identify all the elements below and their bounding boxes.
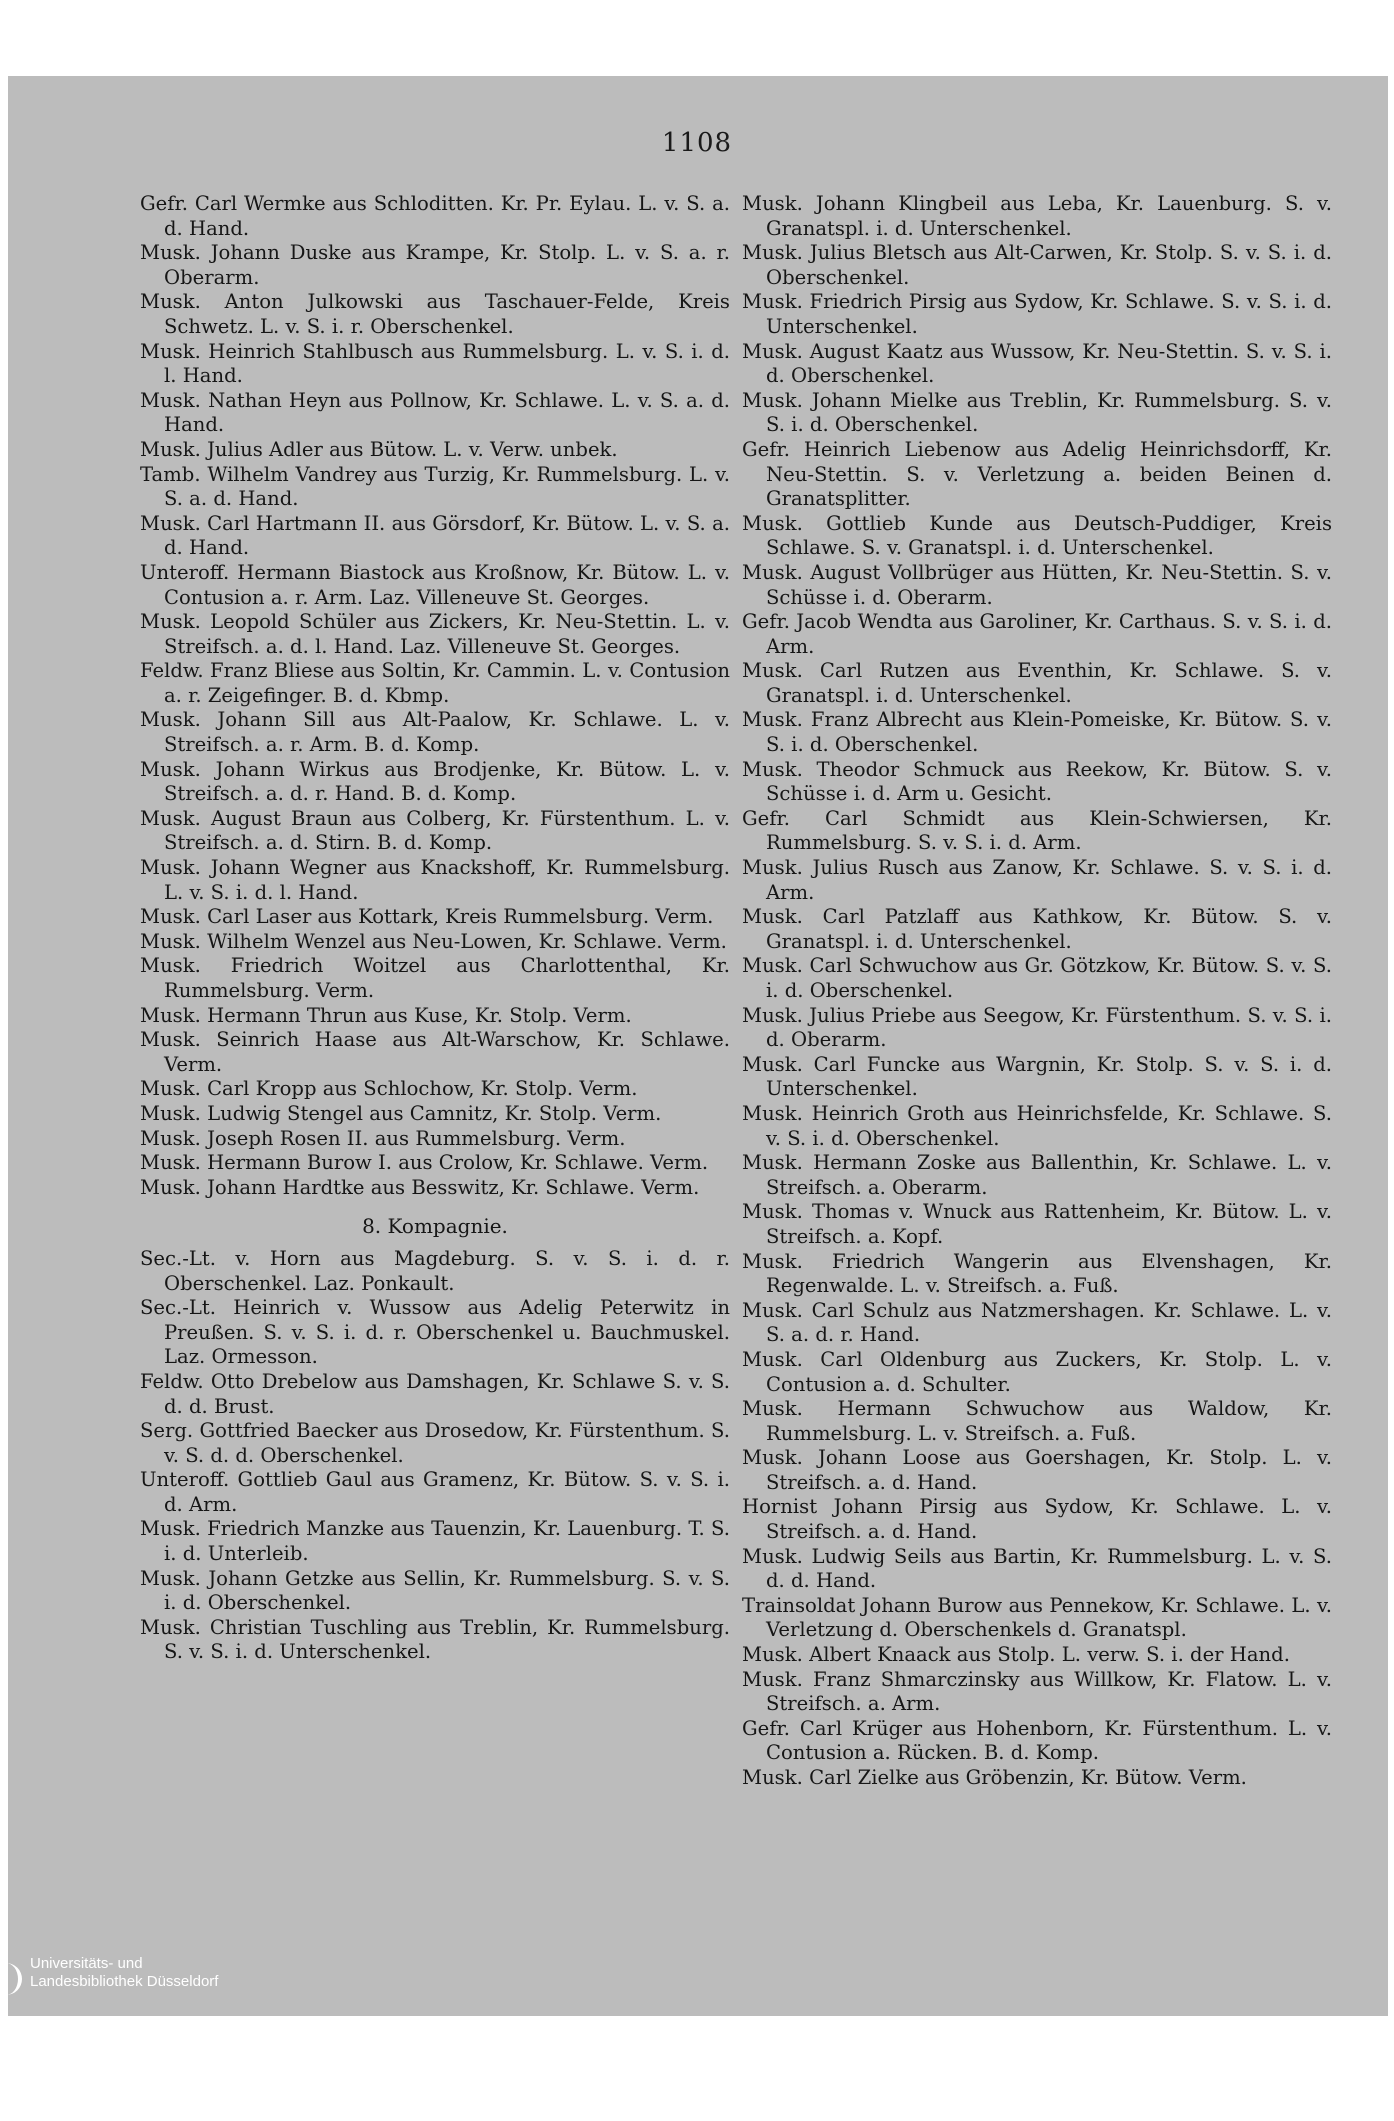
casualty-entry: Sec.-Lt. v. Horn aus Magdeburg. S. v. S. i. d. r. Oberschenkel. Laz. Ponkault.	[140, 1246, 730, 1295]
casualty-entry: Musk. Johann Klingbeil aus Leba, Kr. Lauenburg. S. v. Granatspl. i. d. Unterschenkel.	[742, 192, 1332, 240]
casualty-entry: Musk. Johann Getzke aus Sellin, Kr. Rummelsburg. S. v. S. i. d. Oberschenkel.	[140, 1566, 730, 1615]
casualty-entry: Musk. Christian Tuschling aus Treblin, Kr. Rummelsburg. S. v. S. i. d. Unterschenkel.	[140, 1615, 730, 1664]
section-heading: 8. Kompagnie.	[362, 1214, 508, 1239]
casualty-entry: Musk. Johann Wirkus aus Brodjenke, Kr. Bütow. L. v. Streifsch. a. d. r. Hand. B. d. Komp.	[140, 757, 730, 806]
left-entries-after	[140, 1247, 730, 1665]
casualty-entry: Musk. August Kaatz aus Wussow, Kr. Neu-Stettin. S. v. S. i. d. Oberschenkel.	[742, 339, 1332, 388]
casualty-entry: Gefr. Carl Schmidt aus Klein-Schwiersen, Kr. Rummelsburg. S. v. S. i. d. Arm.	[742, 806, 1332, 855]
casualty-entry: Hornist Johann Pirsig aus Sydow, Kr. Schlawe. L. v. Streifsch. a. d. Hand.	[742, 1495, 1332, 1544]
casualty-entry: Musk. Ludwig Stengel aus Camnitz, Kr. Stolp. Verm.	[140, 1101, 662, 1125]
casualty-entry: Gefr. Jacob Wendta aus Garoliner, Kr. Carthaus. S. v. S. i. d. Arm.	[742, 610, 1332, 658]
casualty-entry: Unteroff. Gottlieb Gaul aus Gramenz, Kr. Bütow. S. v. S. i. d. Arm.	[140, 1468, 730, 1516]
casualty-entry: Musk. August Vollbrüger aus Hütten, Kr. Neu-Stettin. S. v. Schüsse i. d. Oberarm.	[742, 560, 1332, 609]
casualty-entry: Musk. Hermann Schwuchow aus Waldow, Kr. Rummelsburg. L. v. Streifsch. a. Fuß.	[742, 1397, 1332, 1445]
library-footer	[0, 1955, 230, 2003]
casualty-entry: Musk. Johann Loose aus Goershagen, Kr. Stolp. L. v. Streifsch. a. d. Hand.	[742, 1446, 1332, 1494]
casualty-entry: Serg. Gottfried Baecker aus Drosedow, Kr. Fürstenthum. S. v. S. d. d. Oberschenkel.	[140, 1419, 730, 1467]
casualty-entry: Gefr. Carl Krüger aus Hohenborn, Kr. Fürstenthum. L. v. Contusion a. Rücken. B. d. Komp.	[742, 1716, 1332, 1765]
library-name-line-1: Universitäts- und	[30, 1955, 143, 1972]
casualty-entry: Musk. Johann Mielke aus Treblin, Kr. Rummelsburg. S. v. S. i. d. Oberschenkel.	[742, 388, 1332, 437]
casualty-entry: Musk. Carl Funcke aus Wargnin, Kr. Stolp. S. v. S. i. d. Unterschenkel.	[742, 1052, 1332, 1101]
library-name-line-2: Landesbibliothek Düsseldorf	[30, 1973, 219, 1990]
casualty-entry: Musk. Theodor Schmuck aus Reekow, Kr. Bütow. S. v. Schüsse i. d. Arm u. Gesicht.	[742, 757, 1332, 806]
casualty-entry: Musk. Friedrich Woitzel aus Charlottenthal, Kr. Rummelsburg. Verm.	[140, 954, 730, 1002]
casualty-entry: Musk. Albert Knaack aus Stolp. L. verw. S. i. der Hand.	[742, 1643, 1290, 1667]
casualty-entry: Musk. Julius Priebe aus Seegow, Kr. Fürstenthum. S. v. S. i. d. Oberarm.	[742, 1003, 1332, 1052]
casualty-entry: Musk. Hermann Thrun aus Kuse, Kr. Stolp. Verm.	[140, 1003, 632, 1027]
casualty-entry: Musk. Hermann Zoske aus Ballenthin, Kr. Schlawe. L. v. Streifsch. a. Oberarm.	[742, 1151, 1332, 1199]
casualty-entry: Musk. Friedrich Pirsig aus Sydow, Kr. Schlawe. S. v. S. i. d. Unterschenkel.	[742, 290, 1332, 338]
casualty-entry: Musk. Carl Laser aus Kottark, Kreis Rummelsburg. Verm.	[140, 905, 714, 929]
casualty-entry: Musk. Julius Adler aus Bütow. L. v. Verw. unbek.	[140, 437, 618, 461]
library-logo-icon	[0, 1961, 28, 1997]
casualty-entry: Musk. Heinrich Groth aus Heinrichsfelde, Kr. Schlawe. S. v. S. i. d. Oberschenkel.	[742, 1101, 1332, 1150]
casualty-entry: Musk. Johann Duske aus Krampe, Kr. Stolp. L. v. S. a. r. Oberarm.	[140, 241, 730, 289]
right-entries	[742, 192, 1332, 1791]
casualty-entry: Musk. Julius Bletsch aus Alt-Carwen, Kr. Stolp. S. v. S. i. d. Oberschenkel.	[742, 241, 1332, 289]
casualty-entry: Musk. Hermann Burow I. aus Crolow, Kr. Schlawe. Verm.	[140, 1151, 709, 1175]
casualty-entry: Musk. Carl Oldenburg aus Zuckers, Kr. Stolp. L. v. Contusion a. d. Schulter.	[742, 1347, 1332, 1396]
left-column	[140, 192, 730, 1665]
casualty-entry: Musk. Joseph Rosen II. aus Rummelsburg. Verm.	[140, 1126, 626, 1150]
page-number: 1108	[661, 128, 733, 158]
casualty-entry: Trainsoldat Johann Burow aus Pennekow, Kr. Schlawe. L. v. Verletzung d. Oberschenkels d. Granatspl.	[742, 1593, 1332, 1642]
casualty-entry: Musk. Seinrich Haase aus Alt-Warschow, Kr. Schlawe. Verm.	[140, 1028, 730, 1076]
casualty-entry: Unteroff. Hermann Biastock aus Kroßnow, Kr. Bütow. L. v. Contusion a. r. Arm. Laz. Villeneuve St. Georges.	[140, 560, 730, 609]
casualty-entry: Musk. Gottlieb Kunde aus Deutsch-Puddiger, Kreis Schlawe. S. v. Granatspl. i. d. Unterschenkel.	[742, 511, 1332, 560]
casualty-entry: Musk. Ludwig Seils aus Bartin, Kr. Rummelsburg. L. v. S. d. d. Hand.	[742, 1544, 1332, 1593]
casualty-entry: Musk. Carl Patzlaff aus Kathkow, Kr. Bütow. S. v. Granatspl. i. d. Unterschenkel.	[742, 905, 1332, 953]
right-column	[742, 192, 1332, 1791]
casualty-entry: Musk. Johann Hardtke aus Besswitz, Kr. Schlawe. Verm.	[140, 1175, 700, 1199]
casualty-entry: Musk. Wilhelm Wenzel aus Neu-Lowen, Kr. Schlawe. Verm.	[140, 929, 727, 953]
casualty-entry: Musk. Carl Zielke aus Gröbenzin, Kr. Bütow. Verm.	[742, 1766, 1247, 1789]
casualty-entry: Musk. Carl Rutzen aus Eventhin, Kr. Schlawe. S. v. Granatspl. i. d. Unterschenkel.	[742, 659, 1332, 707]
casualty-entry: Gefr. Heinrich Liebenow aus Adelig Heinrichsdorff, Kr. Neu-Stettin. S. v. Verletzung a. beiden Beinen d. Granatsplitter.	[742, 437, 1332, 511]
casualty-entry: Musk. Thomas v. Wnuck aus Rattenheim, Kr. Bütow. L. v. Streifsch. a. Kopf.	[742, 1200, 1332, 1248]
casualty-entry: Musk. Franz Shmarczinsky aus Willkow, Kr. Flatow. L. v. Streifsch. a. Arm.	[742, 1667, 1332, 1716]
casualty-entry: Tamb. Wilhelm Vandrey aus Turzig, Kr. Rummelsburg. L. v. S. a. d. Hand.	[140, 462, 730, 511]
casualty-entry: Feldw. Otto Drebelow aus Damshagen, Kr. Schlawe S. v. S. d. d. Brust.	[140, 1369, 730, 1418]
casualty-entry: Musk. Carl Schwuchow aus Gr. Götzkow, Kr. Bütow. S. v. S. i. d. Oberschenkel.	[742, 954, 1332, 1002]
casualty-entry: Musk. Johann Sill aus Alt-Paalow, Kr. Schlawe. L. v. Streifsch. a. r. Arm. B. d. Komp.	[140, 708, 730, 757]
left-entries	[140, 192, 730, 1200]
casualty-entry: Musk. Franz Albrecht aus Klein-Pomeiske, Kr. Bütow. S. v. S. i. d. Oberschenkel.	[742, 708, 1332, 757]
casualty-entry: Musk. Carl Kropp aus Schlochow, Kr. Stolp. Verm.	[140, 1077, 638, 1101]
casualty-entry: Feldw. Franz Bliese aus Soltin, Kr. Cammin. L. v. Contusion a. r. Zeigefinger. B. d. Kbmp.	[140, 659, 730, 707]
casualty-entry: Musk. Heinrich Stahlbusch aus Rummelsburg. L. v. S. i. d. l. Hand.	[140, 339, 730, 388]
casualty-entry: Musk. Friedrich Wangerin aus Elvenshagen, Kr. Regenwalde. L. v. Streifsch. a. Fuß.	[742, 1249, 1332, 1298]
casualty-entry: Gefr. Carl Wermke aus Schloditten. Kr. Pr. Eylau. L. v. S. a. d. Hand.	[140, 192, 730, 240]
casualty-entry: Musk. Nathan Heyn aus Pollnow, Kr. Schlawe. L. v. S. a. d. Hand.	[140, 388, 730, 437]
casualty-entry: Musk. August Braun aus Colberg, Kr. Fürstenthum. L. v. Streifsch. a. d. Stirn. B. d. Komp.	[140, 806, 730, 855]
casualty-entry: Musk. Johann Wegner aus Knackshoff, Kr. Rummelsburg. L. v. S. i. d. l. Hand.	[140, 856, 730, 904]
casualty-entry: Sec.-Lt. Heinrich v. Wussow aus Adelig Peterwitz in Preußen. S. v. S. i. d. r. Oberschenkel u. Bauchmuskel. Laz. Ormesson.	[140, 1296, 730, 1369]
casualty-entry: Musk. Julius Rusch aus Zanow, Kr. Schlawe. S. v. S. i. d. Arm.	[742, 856, 1332, 904]
casualty-entry: Musk. Leopold Schüler aus Zickers, Kr. Neu-Stettin. L. v. Streifsch. a. d. l. Hand. Laz. Villeneuve St. Georges.	[140, 610, 730, 658]
casualty-entry: Musk. Carl Schulz aus Natzmershagen. Kr. Schlawe. L. v. S. a. d. r. Hand.	[742, 1298, 1332, 1347]
casualty-entry: Musk. Anton Julkowski aus Taschauer-Felde, Kreis Schwetz. L. v. S. i. r. Oberschenkel.	[140, 290, 730, 338]
casualty-entry: Musk. Carl Hartmann II. aus Görsdorf, Kr. Bütow. L. v. S. a. d. Hand.	[140, 511, 730, 560]
casualty-entry: Musk. Friedrich Manzke aus Tauenzin, Kr. Lauenburg. T. S. i. d. Unterleib.	[140, 1517, 730, 1566]
